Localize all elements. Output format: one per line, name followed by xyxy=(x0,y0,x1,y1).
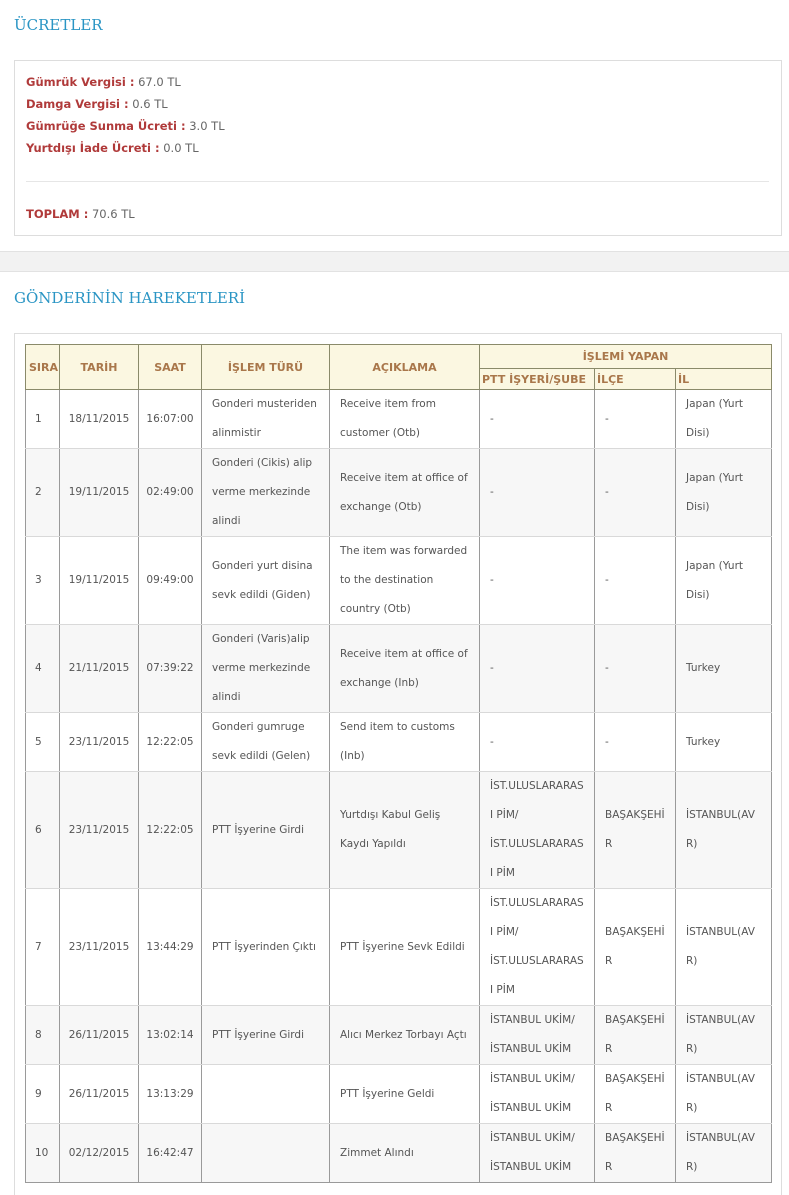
cell-ilce: BAŞAKŞEHİR xyxy=(595,1065,676,1124)
cell-il: Turkey xyxy=(676,713,772,772)
fees-divider xyxy=(26,181,769,182)
header-ilce: İLÇE xyxy=(595,369,676,390)
cell-saat: 09:49:00 xyxy=(139,537,202,625)
cell-ilce: BAŞAKŞEHİR xyxy=(595,1124,676,1183)
table-row xyxy=(26,390,772,449)
header-isyeri: PTT İŞYERİ/ŞUBE xyxy=(480,369,595,390)
cell-isyeri: İSTANBUL UKİM/ İSTANBUL UKİM xyxy=(480,1006,595,1065)
cell-saat: 16:07:00 xyxy=(139,390,202,449)
cell-islem-turu: Gonderi musteriden alinmistir xyxy=(202,390,330,449)
cell-sira: 6 xyxy=(26,772,60,889)
cell-il: Turkey xyxy=(676,625,772,713)
fees-panel xyxy=(14,60,782,236)
table-row xyxy=(26,449,772,537)
fee-row-customs xyxy=(26,75,181,89)
cell-sira: 4 xyxy=(26,625,60,713)
cell-il: Japan (Yurt Disi) xyxy=(676,537,772,625)
fee-value: 0.6 TL xyxy=(132,97,168,111)
cell-ilce: - xyxy=(595,537,676,625)
total-value: 70.6 TL xyxy=(91,207,135,221)
table-row xyxy=(26,537,772,625)
fees-title: ÜCRETLER xyxy=(14,16,103,34)
fee-row-customs-submit xyxy=(26,119,225,133)
cell-aciklama: Yurtdışı Kabul Geliş Kaydı Yapıldı xyxy=(330,772,480,889)
fee-label: Yurtdışı İade Ücreti : xyxy=(26,141,160,155)
cell-ilce: - xyxy=(595,625,676,713)
cell-il: Japan (Yurt Disi) xyxy=(676,390,772,449)
section-separator xyxy=(0,251,789,272)
fee-row-stamp xyxy=(26,97,168,111)
cell-aciklama: Send item to customs (Inb) xyxy=(330,713,480,772)
cell-islem-turu: Gonderi gumruge sevk edildi (Gelen) xyxy=(202,713,330,772)
cell-isyeri: İSTANBUL UKİM/ İSTANBUL UKİM xyxy=(480,1124,595,1183)
movements-rows xyxy=(26,390,772,1183)
fee-label: Gümrük Vergisi : xyxy=(26,75,135,89)
header-islemi-yapan: İŞLEMİ YAPAN xyxy=(480,345,772,369)
table-row xyxy=(26,889,772,1006)
cell-sira: 1 xyxy=(26,390,60,449)
cell-tarih: 02/12/2015 xyxy=(60,1124,139,1183)
cell-il: İSTANBUL(AVR) xyxy=(676,1006,772,1065)
cell-saat: 12:22:05 xyxy=(139,772,202,889)
cell-isyeri: - xyxy=(480,625,595,713)
fee-label: Damga Vergisi : xyxy=(26,97,129,111)
cell-sira: 10 xyxy=(26,1124,60,1183)
cell-isyeri: - xyxy=(480,449,595,537)
cell-ilce: - xyxy=(595,713,676,772)
fee-value: 3.0 TL xyxy=(189,119,225,133)
table-row xyxy=(26,772,772,889)
cell-aciklama: PTT İşyerine Sevk Edildi xyxy=(330,889,480,1006)
cell-sira: 5 xyxy=(26,713,60,772)
cell-tarih: 23/11/2015 xyxy=(60,713,139,772)
cell-isyeri: İST.ULUSLARARASI PİM/ İST.ULUSLARARASI PİM xyxy=(480,772,595,889)
table-row xyxy=(26,1124,772,1183)
fee-row-total xyxy=(26,207,135,221)
cell-saat: 07:39:22 xyxy=(139,625,202,713)
cell-aciklama: Receive item from customer (Otb) xyxy=(330,390,480,449)
cell-il: İSTANBUL(AVR) xyxy=(676,1065,772,1124)
cell-il: Japan (Yurt Disi) xyxy=(676,449,772,537)
cell-aciklama: The item was forwarded to the destination country (Otb) xyxy=(330,537,480,625)
cell-sira: 7 xyxy=(26,889,60,1006)
cell-ilce: BAŞAKŞEHİR xyxy=(595,889,676,1006)
fee-label: Gümrüğe Sunma Ücreti : xyxy=(26,119,186,133)
movements-table xyxy=(25,344,772,1183)
cell-sira: 8 xyxy=(26,1006,60,1065)
cell-saat: 02:49:00 xyxy=(139,449,202,537)
cell-islem-turu xyxy=(202,1065,330,1124)
cell-isyeri: - xyxy=(480,713,595,772)
cell-islem-turu: Gonderi yurt disina sevk edildi (Giden) xyxy=(202,537,330,625)
cell-saat: 13:44:29 xyxy=(139,889,202,1006)
cell-aciklama: Zimmet Alındı xyxy=(330,1124,480,1183)
table-row xyxy=(26,625,772,713)
cell-sira: 3 xyxy=(26,537,60,625)
cell-ilce: - xyxy=(595,390,676,449)
total-label: TOPLAM : xyxy=(26,207,89,221)
cell-il: İSTANBUL(AVR) xyxy=(676,1124,772,1183)
cell-tarih: 26/11/2015 xyxy=(60,1006,139,1065)
cell-islem-turu xyxy=(202,1124,330,1183)
cell-ilce: - xyxy=(595,449,676,537)
fee-value: 0.0 TL xyxy=(163,141,199,155)
cell-isyeri: İST.ULUSLARARASI PİM/ İST.ULUSLARARASI PİM xyxy=(480,889,595,1006)
cell-saat: 16:42:47 xyxy=(139,1124,202,1183)
cell-isyeri: - xyxy=(480,537,595,625)
header-sira: SIRA xyxy=(26,345,60,390)
cell-tarih: 19/11/2015 xyxy=(60,537,139,625)
fee-row-return xyxy=(26,141,199,155)
cell-ilce: BAŞAKŞEHİR xyxy=(595,772,676,889)
cell-islem-turu: PTT İşyerine Girdi xyxy=(202,772,330,889)
header-aciklama: AÇIKLAMA xyxy=(330,345,480,390)
header-saat: SAAT xyxy=(139,345,202,390)
cell-tarih: 19/11/2015 xyxy=(60,449,139,537)
table-row xyxy=(26,1006,772,1065)
table-row xyxy=(26,1065,772,1124)
fee-value: 67.0 TL xyxy=(138,75,181,89)
cell-aciklama: Alıcı Merkez Torbayı Açtı xyxy=(330,1006,480,1065)
cell-islem-turu: PTT İşyerine Girdi xyxy=(202,1006,330,1065)
cell-aciklama: Receive item at office of exchange (Inb) xyxy=(330,625,480,713)
cell-sira: 2 xyxy=(26,449,60,537)
cell-tarih: 23/11/2015 xyxy=(60,889,139,1006)
cell-isyeri: İSTANBUL UKİM/ İSTANBUL UKİM xyxy=(480,1065,595,1124)
cell-saat: 13:02:14 xyxy=(139,1006,202,1065)
cell-tarih: 26/11/2015 xyxy=(60,1065,139,1124)
cell-saat: 12:22:05 xyxy=(139,713,202,772)
cell-saat: 13:13:29 xyxy=(139,1065,202,1124)
cell-islem-turu: Gonderi (Varis)alip verme merkezinde alindi xyxy=(202,625,330,713)
cell-il: İSTANBUL(AVR) xyxy=(676,889,772,1006)
cell-tarih: 21/11/2015 xyxy=(60,625,139,713)
movements-title: GÖNDERİNİN HAREKETLERİ xyxy=(14,289,245,307)
header-il: İL xyxy=(676,369,772,390)
cell-aciklama: Receive item at office of exchange (Otb) xyxy=(330,449,480,537)
header-tarih: TARİH xyxy=(60,345,139,390)
table-row xyxy=(26,713,772,772)
cell-islem-turu: Gonderi (Cikis) alip verme merkezinde alindi xyxy=(202,449,330,537)
cell-tarih: 23/11/2015 xyxy=(60,772,139,889)
cell-islem-turu: PTT İşyerinden Çıktı xyxy=(202,889,330,1006)
cell-ilce: BAŞAKŞEHİR xyxy=(595,1006,676,1065)
cell-sira: 9 xyxy=(26,1065,60,1124)
cell-isyeri: - xyxy=(480,390,595,449)
cell-il: İSTANBUL(AVR) xyxy=(676,772,772,889)
cell-aciklama: PTT İşyerine Geldi xyxy=(330,1065,480,1124)
cell-tarih: 18/11/2015 xyxy=(60,390,139,449)
header-islem-turu: İŞLEM TÜRÜ xyxy=(202,345,330,390)
